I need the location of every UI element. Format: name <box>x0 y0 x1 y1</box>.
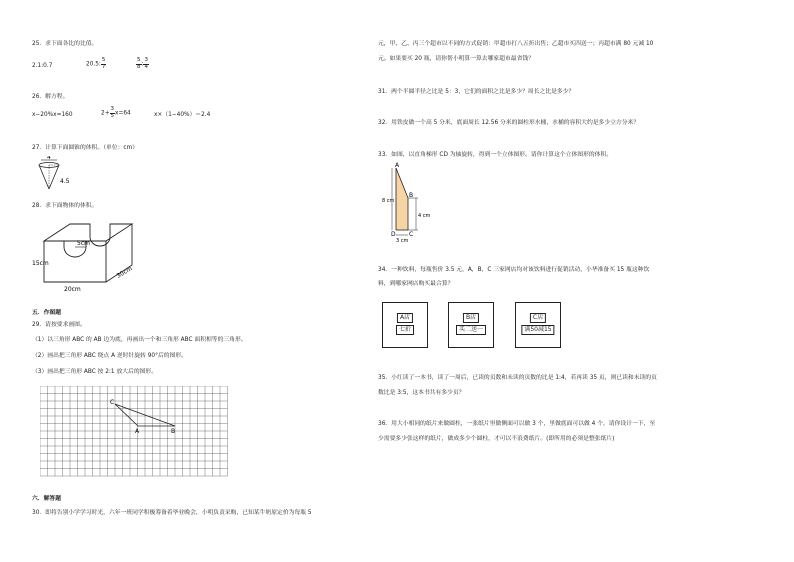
q28-title: 28．求下面物体的体积。 <box>32 203 98 209</box>
q25-expr-3: $\frac{5}{8}$ : $\frac{3}{4}$ <box>137 57 148 70</box>
q30-continued-1: 元，甲、乙、丙三个超市以不同的方式促销：甲超市打八五折出售；乙超市买四送一；丙超市满 80 元减 10 <box>378 41 654 47</box>
label-3cm: 3 cm <box>396 238 409 244</box>
grid-figure <box>40 386 234 477</box>
q31-text: 31．两个半圆半径之比是 5：3，它们的面积之比是多少？周长之比是多少？ <box>378 89 575 95</box>
section-6-heading: 六．解答题 <box>32 496 61 502</box>
fraction-denominator: 7 <box>101 63 106 70</box>
store-card-a <box>382 302 428 348</box>
label-4cm: 4 cm <box>418 213 431 219</box>
store-a-offer: 七折 <box>396 325 414 335</box>
cone-figure <box>30 156 76 196</box>
fraction-denominator: 8 <box>137 63 141 70</box>
point-d-label: D <box>391 231 396 238</box>
label-8cm: 8 cm <box>382 198 395 204</box>
shaded-trapezoid <box>396 168 408 230</box>
q29-step-3: （3）画出把三角形 ABC 按 2:1 放大后的图形。 <box>32 369 158 375</box>
q30-continued-2: 元。如果要买 20 瓶，请你帮小明算一算去哪家超市最省钱？ <box>378 56 534 62</box>
q35-line-1: 35．小红读了一本书，读了一周后，已读的页数和未读的页数的比是 1:4，若再读 35 页，则已读和未读的页 <box>378 375 657 381</box>
q29-title: 29．请按要求画图。 <box>32 322 86 328</box>
fraction-denominator: 5 <box>110 112 115 119</box>
q25-expr-1: 2.1:0.7 <box>32 63 53 69</box>
section-5-heading: 五．作图题 <box>32 310 61 316</box>
label-5cm: 5cm <box>77 240 90 247</box>
point-c-label: C <box>110 399 115 406</box>
q30-text: 30．即将告别小学学习时光，六年一班同学积极筹备着毕业晚会，小明负责采购，已知某牛奶原定价为每瓶 5 <box>32 510 312 516</box>
q26-equation-2-suffix: x=64 <box>115 110 131 117</box>
cone-left-edge <box>39 165 49 189</box>
point-a-label: A <box>135 428 140 435</box>
fraction-numerator: 5 <box>137 57 141 63</box>
fraction-numerator: 3 <box>110 106 115 112</box>
label-20cm: 20cm <box>64 286 81 293</box>
q26-equation-3: x×（1−40%）＝2.4 <box>154 112 211 118</box>
store-c-offer: 满50减15 <box>521 325 554 335</box>
point-b-label: B <box>409 192 414 199</box>
q36-line-2: 少需要多少张这样的纸片，做成多少个圆柱，才可以不浪费纸片。(即所用的必须是整张纸片) <box>378 436 615 442</box>
point-b-label: B <box>171 428 176 435</box>
fraction-numerator: 3 <box>144 57 148 63</box>
store-c-name: C店 <box>530 313 546 323</box>
store-b-offer: 买二送一 <box>456 325 486 335</box>
store-a-name: A店 <box>397 313 413 323</box>
q34-line-1: 34．一种饮料，每瓶售价 3.5 元，A，B，C 三家网店均对该饮料进行促销活动，小华准备买 15 瓶这种饮 <box>378 267 650 273</box>
cone-right-edge <box>49 165 59 189</box>
q36-line-1: 36．用大小相同的纸片来做圆柱，一张纸片里做侧面可以做 3 个，里做底面可以做 4 个，请你设计一下，至 <box>378 421 656 427</box>
q35-line-2: 数比是 3:5，这本书共有多少页？ <box>378 390 465 396</box>
point-c-label: C <box>409 231 414 238</box>
fraction-denominator: 4 <box>144 63 148 70</box>
label-30cm: 30cm <box>115 265 134 280</box>
q25-expr-2-prefix: 20.5: <box>86 61 101 68</box>
q25-expr-2 <box>86 58 106 70</box>
label-15cm: 15cm <box>32 260 49 267</box>
q29-step-2: （2）画出把三角形 ABC 绕点 A 逆时针旋转 90°后的图形。 <box>32 353 187 359</box>
solid-figure <box>30 214 150 294</box>
trapezoid-figure <box>382 162 442 244</box>
q26-equation-1: x−20%x=160 <box>32 112 73 118</box>
q26-equation-2 <box>101 107 131 119</box>
q34-line-2: 料，到哪家网店购买最合算？ <box>378 281 454 287</box>
q25-title: 25．求下面各比的比值。 <box>32 41 98 47</box>
cone-height-label: 4.5 <box>60 178 70 185</box>
q32-text: 32．用铁皮做一个高 5 分米，底面周长 12.56 分米的圆柱形水桶，水桶的容积大约是多少立方分米？ <box>378 120 640 126</box>
fraction-numerator: 5 <box>101 57 106 63</box>
q26-equation-2-prefix: 2+ <box>101 110 110 117</box>
q27-title: 27．计算下面圆锥的体积。（单位：cm） <box>32 145 139 151</box>
q33-title: 33．如图，以直角梯形 CD 为轴旋转，得到一个立体图形。请你计算这个立体图形的体积。 <box>378 152 613 158</box>
q29-step-1: （1）以三角形 ABC 的 AB 边为底，再画出一个和三角形 ABC 面积相等的三角形。 <box>32 337 247 343</box>
q26-title: 26．解方程。 <box>32 94 69 100</box>
cone-top-label: 4 <box>47 156 51 161</box>
point-a-label: A <box>395 162 400 169</box>
store-b-name: B店 <box>463 313 479 323</box>
store-card-c <box>515 302 561 348</box>
store-card-b <box>448 302 494 348</box>
